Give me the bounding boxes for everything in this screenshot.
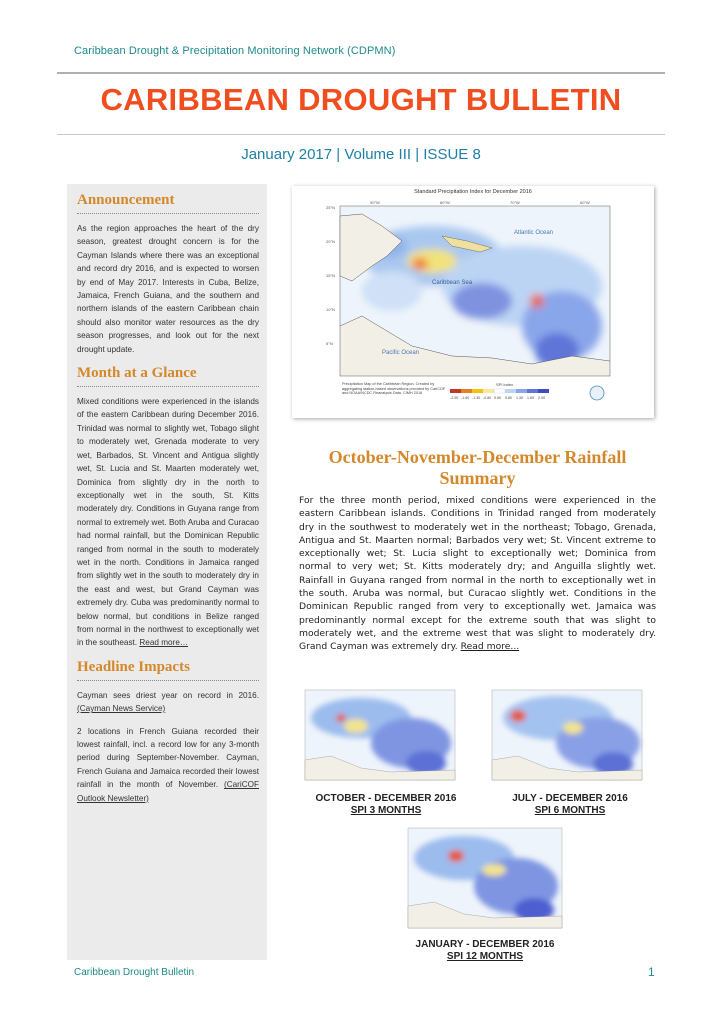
spi-6-month-map	[488, 688, 648, 784]
atlantic-label: Atlantic Ocean	[514, 230, 554, 236]
lat-tick: 20°N	[326, 239, 335, 244]
footer-title: Caribbean Drought Bulletin	[74, 967, 195, 978]
lon-tick: 70°W	[510, 200, 520, 205]
impact-text: 2 locations in French Guiana recorded their lowest rainfall, incl. a record low for any 3-month period during September-November. Cayman, French Guiana and Jamaica recorded their lowest rainfall in the month of November.	[77, 726, 259, 790]
month-read-more-link[interactable]: Read more…	[139, 638, 189, 648]
caption-period: OCTOBER - DECEMBER 2016	[315, 793, 457, 804]
map-title: Standard Precipitation Index for December 2016	[414, 189, 532, 195]
top-divider	[57, 72, 665, 74]
impact-item	[77, 689, 259, 716]
caribbean-label: Caribbean Sea	[432, 280, 473, 286]
title-divider	[57, 134, 665, 135]
lat-tick: 25°N	[326, 205, 335, 210]
section-divider	[77, 213, 259, 214]
map-credit: Precipitation Map of the Caribbean Region. Created by aggregating station-based observations provided by CariCOF and NOAA/NCDC Reanalysis Data. CIMH 2016	[342, 382, 446, 396]
bulletin-title: CARIBBEAN DROUGHT BULLETIN	[100, 82, 622, 117]
summary-read-more-link[interactable]: Read more...	[460, 641, 520, 653]
caption-spi: SPI 3 MONTHS	[350, 805, 422, 816]
lon-tick: 90°W	[370, 200, 380, 205]
spi-6-caption	[485, 793, 655, 817]
spi-3-caption	[301, 793, 471, 817]
impacts-heading: Headline Impacts	[77, 658, 190, 675]
caricof-link[interactable]: (CariCOF Outlook Newsletter)	[77, 780, 260, 803]
section-divider	[77, 386, 259, 387]
sidebar	[67, 184, 267, 960]
spi-12-month-map	[404, 826, 566, 932]
legend-tick-label: -1.60	[461, 396, 470, 400]
month-heading: Month at a Glance	[77, 365, 197, 382]
summary-text: For the three month period, mixed conditions were experienced in the eastern Caribbean islands. Conditions in Trinidad ranged from moderately dry in the southwest to moderately wet in the northeast; Tobago, Grenada, Antigua and St. Maarten normal; Barbados very wet; St. Vincent extreme to exceptionally wet; St. Lucia slight to exceptionally wet; Dominica from normal to very wet; St. Kitts moderately dry; and Anguilla slightly wet. Rainfall in Guyana ranged from normal in the north to exceptionally wet in the south. Aruba was normal, but Curacao slightly wet. Conditions in the Dominican Republic ranged from very to exceptionally wet. Jamaica was predominantly normal except for the extreme south that was slight to moderately wet, and the extreme west that was slight to moderately dry. Grand Cayman was extremely dry.	[299, 495, 656, 653]
lat-tick: 10°N	[326, 307, 335, 312]
impact-text: Cayman sees driest year on record in 2016.	[77, 690, 259, 700]
legend-tick-label: 1.30	[516, 396, 523, 400]
lat-tick: 5°N	[326, 341, 333, 346]
legend-tick-label: -1.30	[472, 396, 481, 400]
legend-tick-label: 1.60	[527, 396, 534, 400]
spi-12-caption	[400, 939, 570, 963]
legend-tick-label: 0.50	[494, 396, 501, 400]
impact-item	[77, 725, 259, 805]
lon-tick: 80°W	[440, 200, 450, 205]
lat-tick: 15°N	[326, 273, 335, 278]
summary-block	[299, 494, 656, 654]
summary-heading: October-November-December Rainfall Summary	[328, 447, 627, 488]
legend-tick-label: 2.00	[538, 396, 545, 400]
legend-title: SPI index	[496, 382, 514, 387]
legend-tick-label: 0.80	[505, 396, 512, 400]
spi-map-figure	[292, 186, 654, 418]
page-number: 1	[648, 965, 655, 979]
cayman-news-link[interactable]: (Cayman News Service)	[77, 704, 166, 714]
month-text: Mixed conditions were experienced in the islands of the eastern Caribbean during December 2016. Trinidad was normal to slightly wet, Tobago slight to moderately wet, Grenada moderate to very wet, Barbados, St. Vincent and Antigua slightly wet, St. Lucia and St. Maarten moderately wet, Dominica from slightly dry in the north to exceptionally wet in the south, St. Kitts moderately dry. Conditions in Guyana range from normal to extremely wet. Both Aruba and Curacao had normal rainfall, but the Dominican Republic ranged from normal in the south to moderately wet in the north. Conditions in Jamaica ranged from slightly wet in the south to moderately dry in the east and west, but Grand Cayman was extremely dry. Cuba was predominantly normal to below normal, but conditions in Belize ranged from normal in the northwest to exceptionally wet in the southeast.	[77, 397, 259, 648]
announcement-heading: Announcement	[77, 192, 175, 208]
cimh-logo	[590, 386, 604, 400]
legend-ticks	[450, 396, 545, 400]
legend-tick-label: -2.00	[450, 396, 459, 400]
lon-tick: 60°W	[580, 200, 590, 205]
spi-3-month-map	[301, 688, 461, 784]
caption-period: JULY - DECEMBER 2016	[512, 793, 628, 804]
caption-spi: SPI 6 MONTHS	[534, 805, 606, 816]
pacific-label: Pacific Ocean	[382, 350, 420, 356]
section-divider	[77, 680, 259, 681]
month-text-block	[77, 395, 259, 650]
legend-tick-label: -0.80	[483, 396, 492, 400]
caption-period: JANUARY - DECEMBER 2016	[415, 939, 555, 950]
caption-spi: SPI 12 MONTHS	[446, 951, 524, 962]
org-name: Caribbean Drought & Precipitation Monitoring Network (CDPMN)	[74, 45, 396, 57]
issue-line: January 2017 | Volume III | ISSUE 8	[241, 146, 481, 163]
announcement-text: As the region approaches the heart of the dry season, greatest drought concern is for the Cayman Islands where there was an exceptional and record dry 2016, and is expected to worsen by end of May 2017. Interests in Cuba, Belize, Jamaica, French Guiana, and the southern and northern islands of the eastern Caribbean chain should also monitor water resources as the dry season progresses, and look out for the next drought update.	[77, 224, 259, 354]
spi-map	[292, 186, 654, 418]
